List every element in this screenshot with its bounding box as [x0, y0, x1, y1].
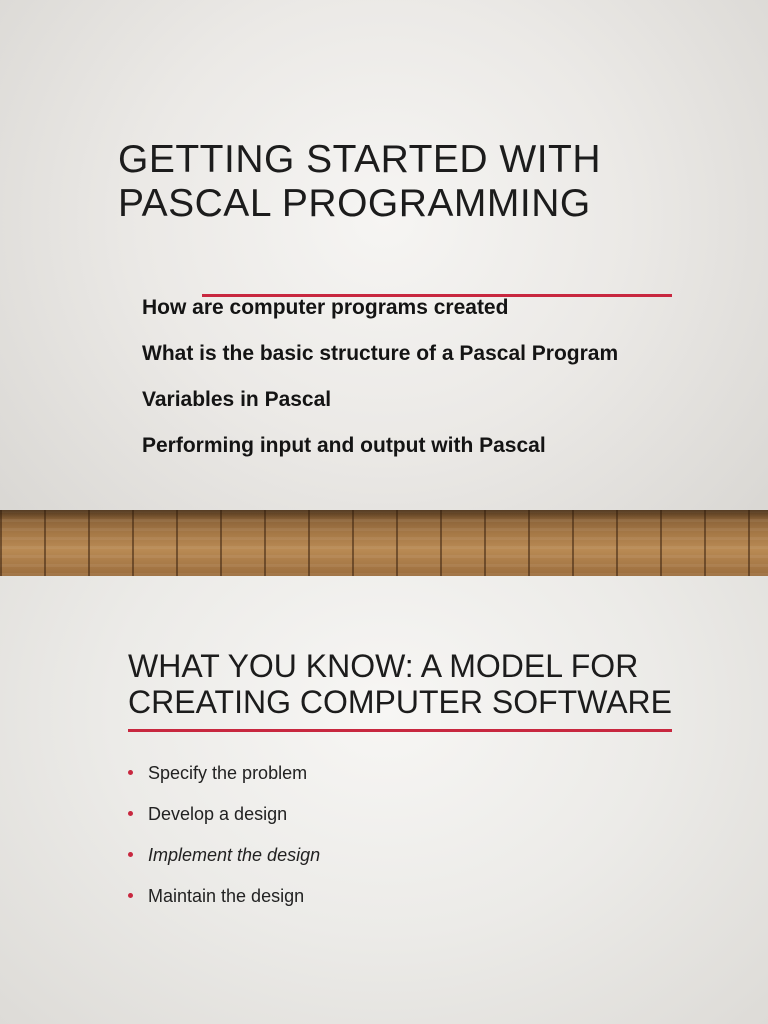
slide-2-bullet: [128, 834, 320, 875]
slide-2-accent-rule: [128, 729, 672, 732]
slide-2-bullet-list: [128, 752, 320, 916]
slide-1-bullet: What is the basic structure of a Pascal Program: [142, 342, 619, 365]
slide-1-bullet: How are computer programs created: [142, 296, 509, 319]
bullet-dot-icon: [128, 893, 133, 898]
floor-shadow: [0, 510, 768, 520]
slide-2-bullet: [128, 793, 320, 834]
slide-2-title: [128, 648, 728, 720]
slide-2-bullet-text: Develop a design: [148, 803, 288, 824]
slide-1-title-line-1: GETTING STARTED WITH: [118, 138, 602, 181]
slide-2-bullet-text: Specify the problem: [148, 762, 308, 783]
slide-2-bullet: [128, 875, 320, 916]
slide-1-bullet: Performing input and output with Pascal: [142, 434, 546, 457]
slide-1-bullet-list: [142, 290, 618, 474]
slide-2-bullet-text: Implement the design: [148, 844, 321, 865]
slide-1-title-line-2: PASCAL PROGRAMMING: [118, 182, 591, 225]
bullet-dot-icon: [128, 811, 133, 816]
slide-2: [0, 576, 768, 1024]
slide-1-bullet: Variables in Pascal: [142, 388, 332, 411]
slide-2-title-line-1: WHAT YOU KNOW: A MODEL FOR: [128, 648, 639, 684]
slide-1-title: [118, 138, 718, 226]
bullet-dot-icon: [128, 770, 133, 775]
bullet-dot-icon: [128, 852, 133, 857]
slide-2-bullet-text: Maintain the design: [148, 885, 305, 906]
slide-2-bullet: [128, 752, 320, 793]
slide-2-title-line-2: CREATING COMPUTER SOFTWARE: [128, 684, 672, 720]
